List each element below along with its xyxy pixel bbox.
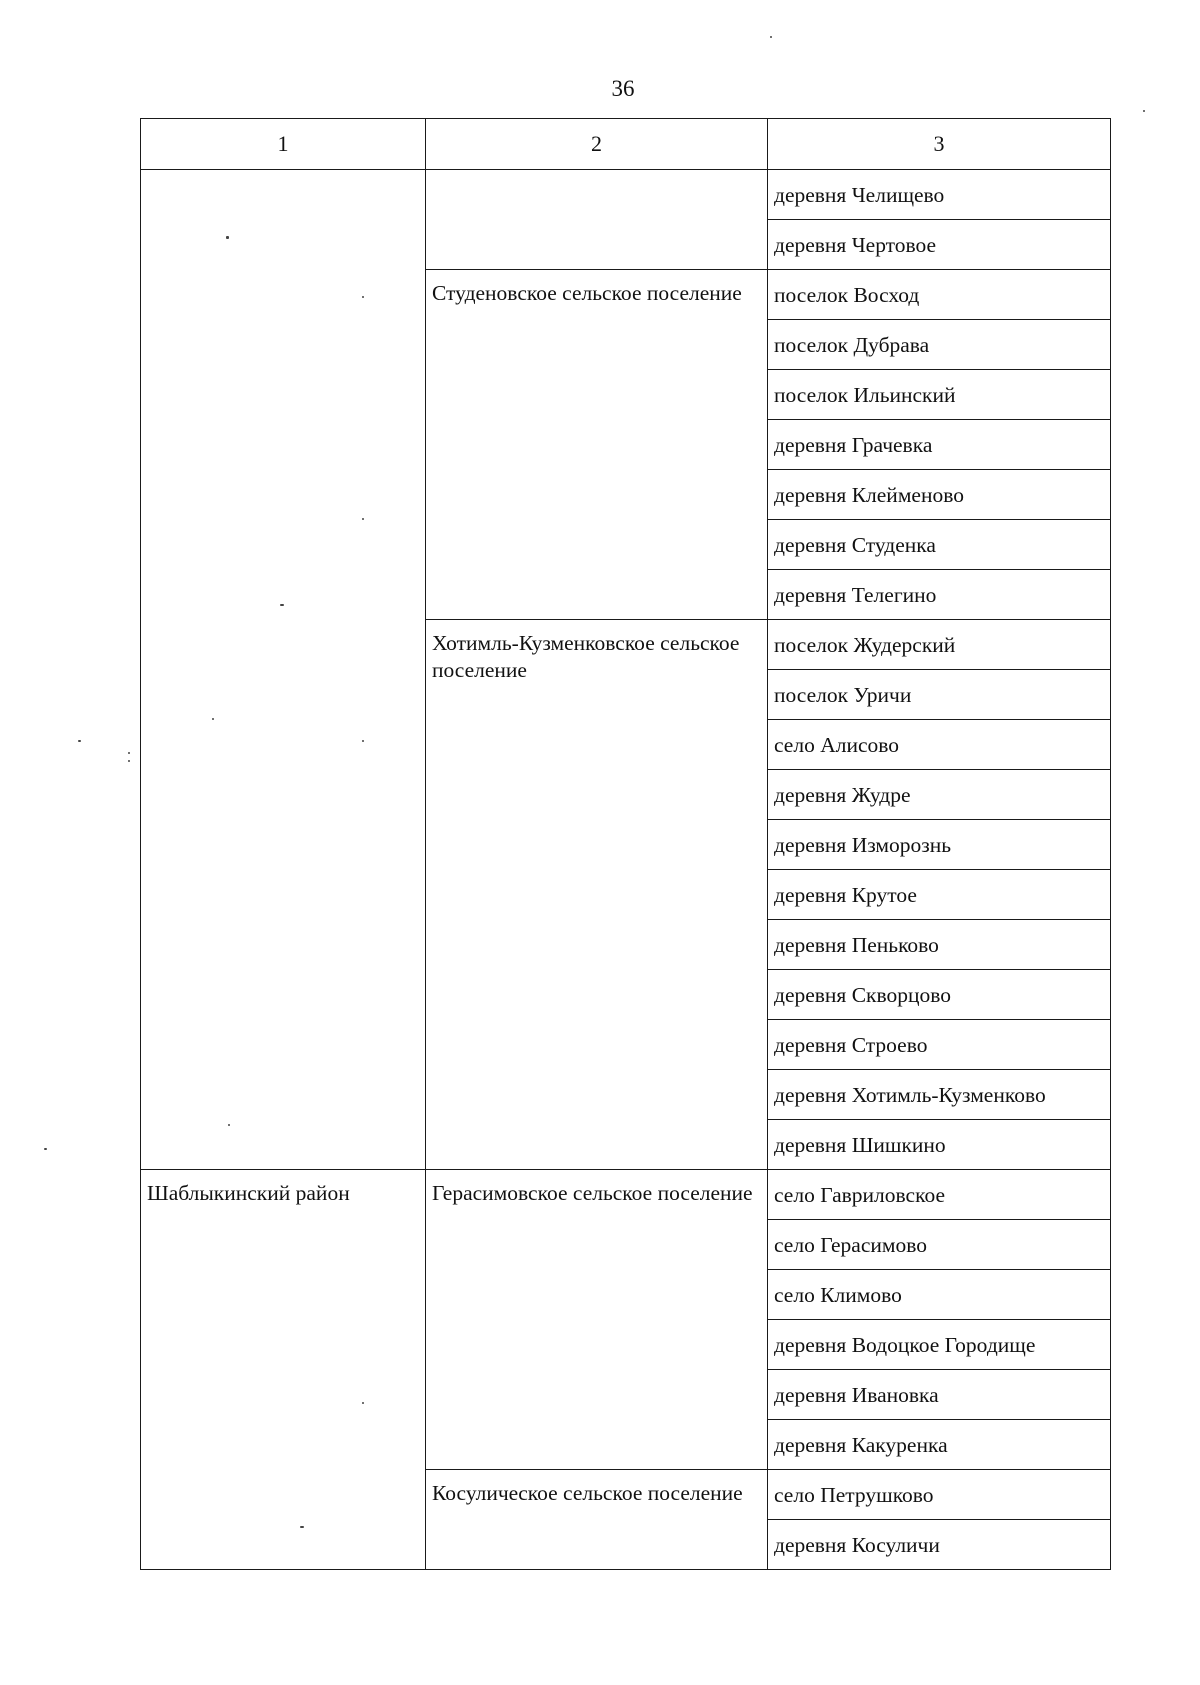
locality-cell: деревня Косуличи <box>768 1520 1111 1570</box>
scan-speck <box>1143 110 1145 112</box>
settlement-cell: Косуличеcкое сельское поселение <box>426 1470 768 1570</box>
settlement-cell: Студеновское сельское поселение <box>426 270 768 620</box>
locality-cell: село Герасимово <box>768 1220 1111 1270</box>
locality-cell: деревня Ивановка <box>768 1370 1111 1420</box>
scan-speck <box>78 740 81 742</box>
locality-cell: деревня Изморознь <box>768 820 1111 870</box>
table-row <box>141 1170 1111 1220</box>
district-cell <box>141 170 426 1170</box>
district-cell: Шаблыкинский район <box>141 1170 426 1570</box>
scan-speck <box>770 36 772 38</box>
locality-cell: село Климово <box>768 1270 1111 1320</box>
table-row <box>141 170 1111 220</box>
locality-cell: деревня Водоцкое Городище <box>768 1320 1111 1370</box>
locality-cell: деревня Клейменово <box>768 470 1111 520</box>
scan-speck <box>44 1148 47 1150</box>
scan-speck <box>226 236 229 239</box>
locality-cell: деревня Какуренка <box>768 1420 1111 1470</box>
column-header-1: 1 <box>141 119 426 170</box>
locality-cell: деревня Хотимль-Кузменково <box>768 1070 1111 1120</box>
locality-cell: деревня Крутое <box>768 870 1111 920</box>
column-header-3: 3 <box>768 119 1111 170</box>
scan-speck <box>362 1402 364 1404</box>
settlement-cell <box>426 170 768 270</box>
locality-cell: деревня Шишкино <box>768 1120 1111 1170</box>
locality-cell: село Петрушково <box>768 1470 1111 1520</box>
locality-cell: деревня Скворцово <box>768 970 1111 1020</box>
locality-cell: поселок Восход <box>768 270 1111 320</box>
header-row <box>141 119 1111 170</box>
scan-speck <box>128 760 130 762</box>
scan-speck <box>300 1526 304 1528</box>
scan-speck <box>362 518 364 520</box>
scan-speck <box>362 740 364 742</box>
locality-cell: деревня Чертовое <box>768 220 1111 270</box>
page-number: 36 <box>611 76 635 101</box>
locality-cell: деревня Челищево <box>768 170 1111 220</box>
scan-speck <box>128 752 130 754</box>
scan-speck <box>280 604 284 606</box>
locality-cell: деревня Студенка <box>768 520 1111 570</box>
locality-cell: деревня Грачевка <box>768 420 1111 470</box>
locality-cell: деревня Пеньково <box>768 920 1111 970</box>
settlement-cell: Хотимль-Кузменковское сельское поселение <box>426 620 768 1170</box>
scan-speck <box>362 296 364 298</box>
scan-speck <box>228 1124 230 1126</box>
locality-cell: село Гавриловское <box>768 1170 1111 1220</box>
locality-cell: поселок Ильинский <box>768 370 1111 420</box>
settlement-cell: Герасимовское сельское поселение <box>426 1170 768 1470</box>
locality-cell: деревня Жудре <box>768 770 1111 820</box>
locality-cell: село Алисово <box>768 720 1111 770</box>
locality-cell: деревня Строево <box>768 1020 1111 1070</box>
locality-cell: деревня Телегино <box>768 570 1111 620</box>
scan-speck <box>212 718 214 720</box>
locality-cell: поселок Дубрава <box>768 320 1111 370</box>
locality-cell: поселок Жудерский <box>768 620 1111 670</box>
locality-cell: поселок Уричи <box>768 670 1111 720</box>
settlements-table <box>140 118 1111 1570</box>
column-header-2: 2 <box>426 119 768 170</box>
